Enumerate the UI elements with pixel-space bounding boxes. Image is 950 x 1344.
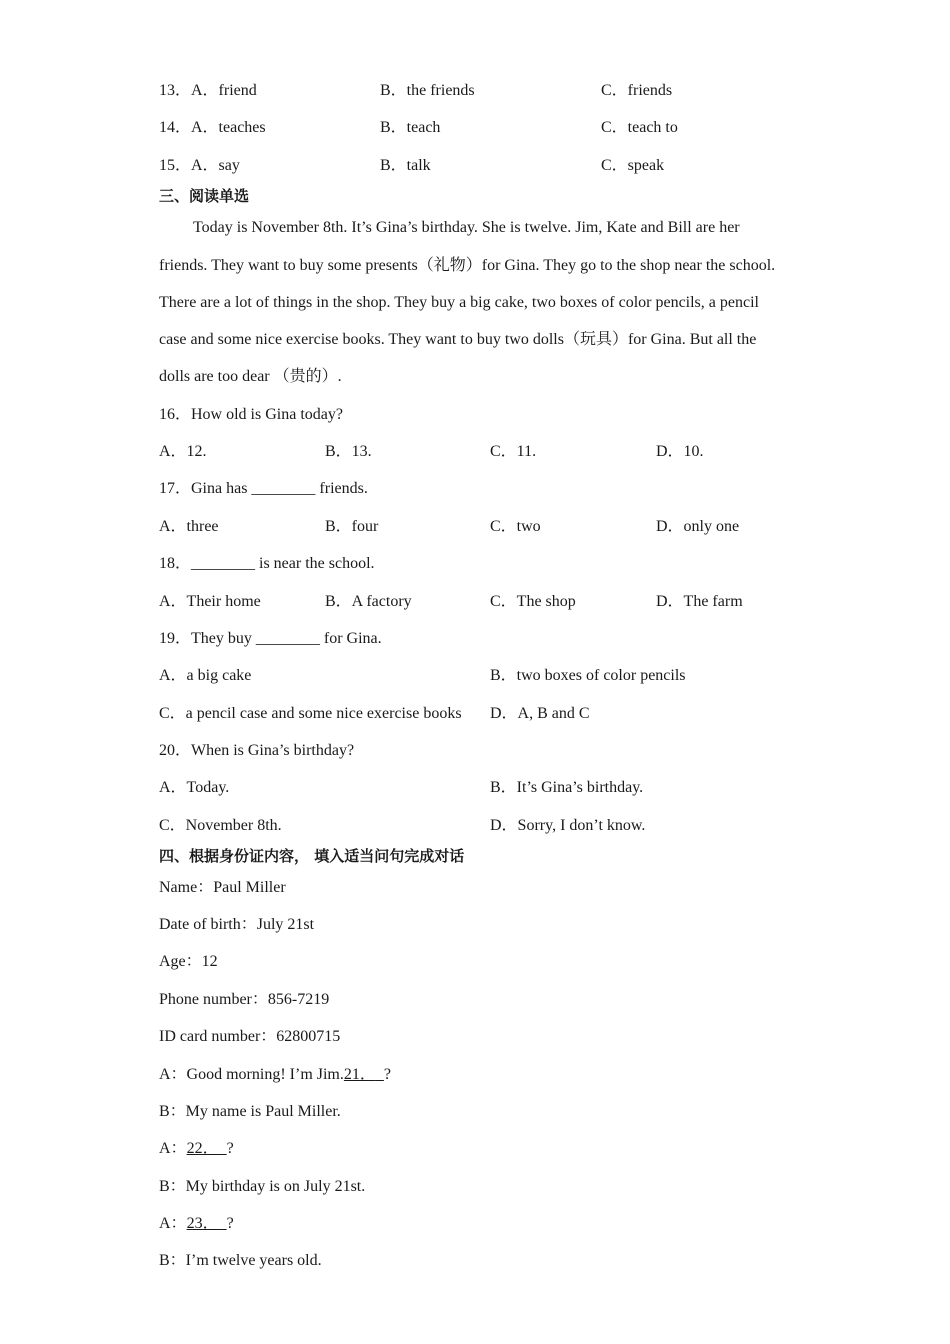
q18-option-d: D．The farm	[656, 593, 743, 610]
q15-option-b: B．talk	[380, 157, 431, 174]
dialogue-line-b2: B：My birthday is on July 21st.	[159, 1178, 366, 1195]
section-4-heading: 四、根据身份证内容， 填入适当问句完成对话	[159, 847, 465, 865]
q19-option-a: A．a big cake	[159, 667, 252, 684]
dialogue-a2-question-mark: ?	[226, 1140, 234, 1157]
dialogue-line-a2	[159, 1139, 234, 1159]
passage-line-2: friends. They want to buy some presents（礼物）for Gina. They go to the shop near the school.	[159, 257, 776, 274]
id-card-date-of-birth: Date of birth：July 21st	[159, 916, 315, 933]
dialogue-line-b1: B：My name is Paul Miller.	[159, 1103, 341, 1120]
dialogue-a1-question-mark: ?	[383, 1066, 392, 1083]
q17-option-d: D．only one	[656, 518, 740, 535]
q16-stem: 16．How old is Gina today?	[159, 406, 343, 423]
section-3-heading: 三、阅读单选	[159, 187, 250, 205]
passage-line-4: case and some nice exercise books. They want to buy two dolls（玩具）for Gina. But all the	[159, 331, 757, 348]
q18-option-a: A．Their home	[159, 593, 261, 610]
dialogue-a2-text: A：	[159, 1140, 187, 1157]
q14-option-b: B．teach	[380, 119, 441, 136]
q19-option-d: D．A, B and C	[490, 705, 590, 722]
q17-option-b: B．four	[325, 518, 379, 535]
dialogue-line-a1	[159, 1065, 391, 1085]
id-card-phone-number: Phone number：856-7219	[159, 991, 330, 1008]
passage-line-1: Today is November 8th. It’s Gina’s birthday. She is twelve. Jim, Kate and Bill are her	[193, 219, 740, 236]
dialogue-a3-question-mark: ?	[226, 1215, 234, 1232]
id-card-name: Name：Paul Miller	[159, 879, 286, 896]
q16-option-b: B．13.	[325, 443, 372, 460]
q16-option-c: C．11.	[490, 443, 537, 460]
q15-option-a: 15．A．say	[159, 157, 240, 174]
dialogue-a1-text: A：Good morning! I’m Jim.	[159, 1066, 344, 1083]
q20-option-a: A．Today.	[159, 779, 230, 796]
id-card-number: ID card number：62800715	[159, 1028, 341, 1045]
blank-22[interactable]: 22．	[186, 1140, 219, 1157]
q20-option-d: D．Sorry, I don’t know.	[490, 817, 646, 834]
blank-21-space	[376, 1066, 384, 1083]
q18-option-c: C．The shop	[490, 593, 576, 610]
q18-option-b: B．A factory	[325, 593, 412, 610]
q13-option-b: B．the friends	[380, 82, 475, 99]
q17-stem: 17．Gina has ________ friends.	[159, 480, 368, 497]
q20-option-c: C．November 8th.	[159, 817, 282, 834]
q13-option-a: 13．A．friend	[159, 82, 257, 99]
id-card-age: Age：12	[159, 953, 218, 970]
dialogue-a3-text: A：	[159, 1215, 187, 1232]
q20-stem: 20．When is Gina’s birthday?	[159, 742, 355, 759]
q17-option-a: A．three	[159, 518, 219, 535]
blank-21[interactable]: 21．	[343, 1066, 376, 1083]
q16-option-a: A．12.	[159, 443, 207, 460]
q17-option-c: C．two	[490, 518, 541, 535]
blank-23[interactable]: 23．	[186, 1215, 219, 1232]
q14-option-a: 14．A．teaches	[159, 119, 266, 136]
dialogue-line-a3	[159, 1214, 234, 1234]
passage-line-3: There are a lot of things in the shop. They buy a big cake, two boxes of color pencils, a pencil	[159, 294, 759, 311]
dialogue-line-b3: B：I’m twelve years old.	[159, 1252, 322, 1269]
q19-option-c: C．a pencil case and some nice exercise books	[159, 705, 462, 722]
q20-option-b: B．It’s Gina’s birthday.	[490, 779, 644, 796]
blank-22-space	[219, 1140, 227, 1157]
q19-stem: 19．They buy ________ for Gina.	[159, 630, 382, 647]
q14-option-c: C．teach to	[601, 119, 678, 136]
q18-stem: 18．________ is near the school.	[159, 555, 375, 572]
q15-option-c: C．speak	[601, 157, 665, 174]
blank-23-space	[219, 1215, 227, 1232]
q13-option-c: C．friends	[601, 82, 673, 99]
q19-option-b: B．two boxes of color pencils	[490, 667, 686, 684]
q16-option-d: D．10.	[656, 443, 704, 460]
passage-line-5: dolls are too dear （贵的）.	[159, 368, 342, 385]
